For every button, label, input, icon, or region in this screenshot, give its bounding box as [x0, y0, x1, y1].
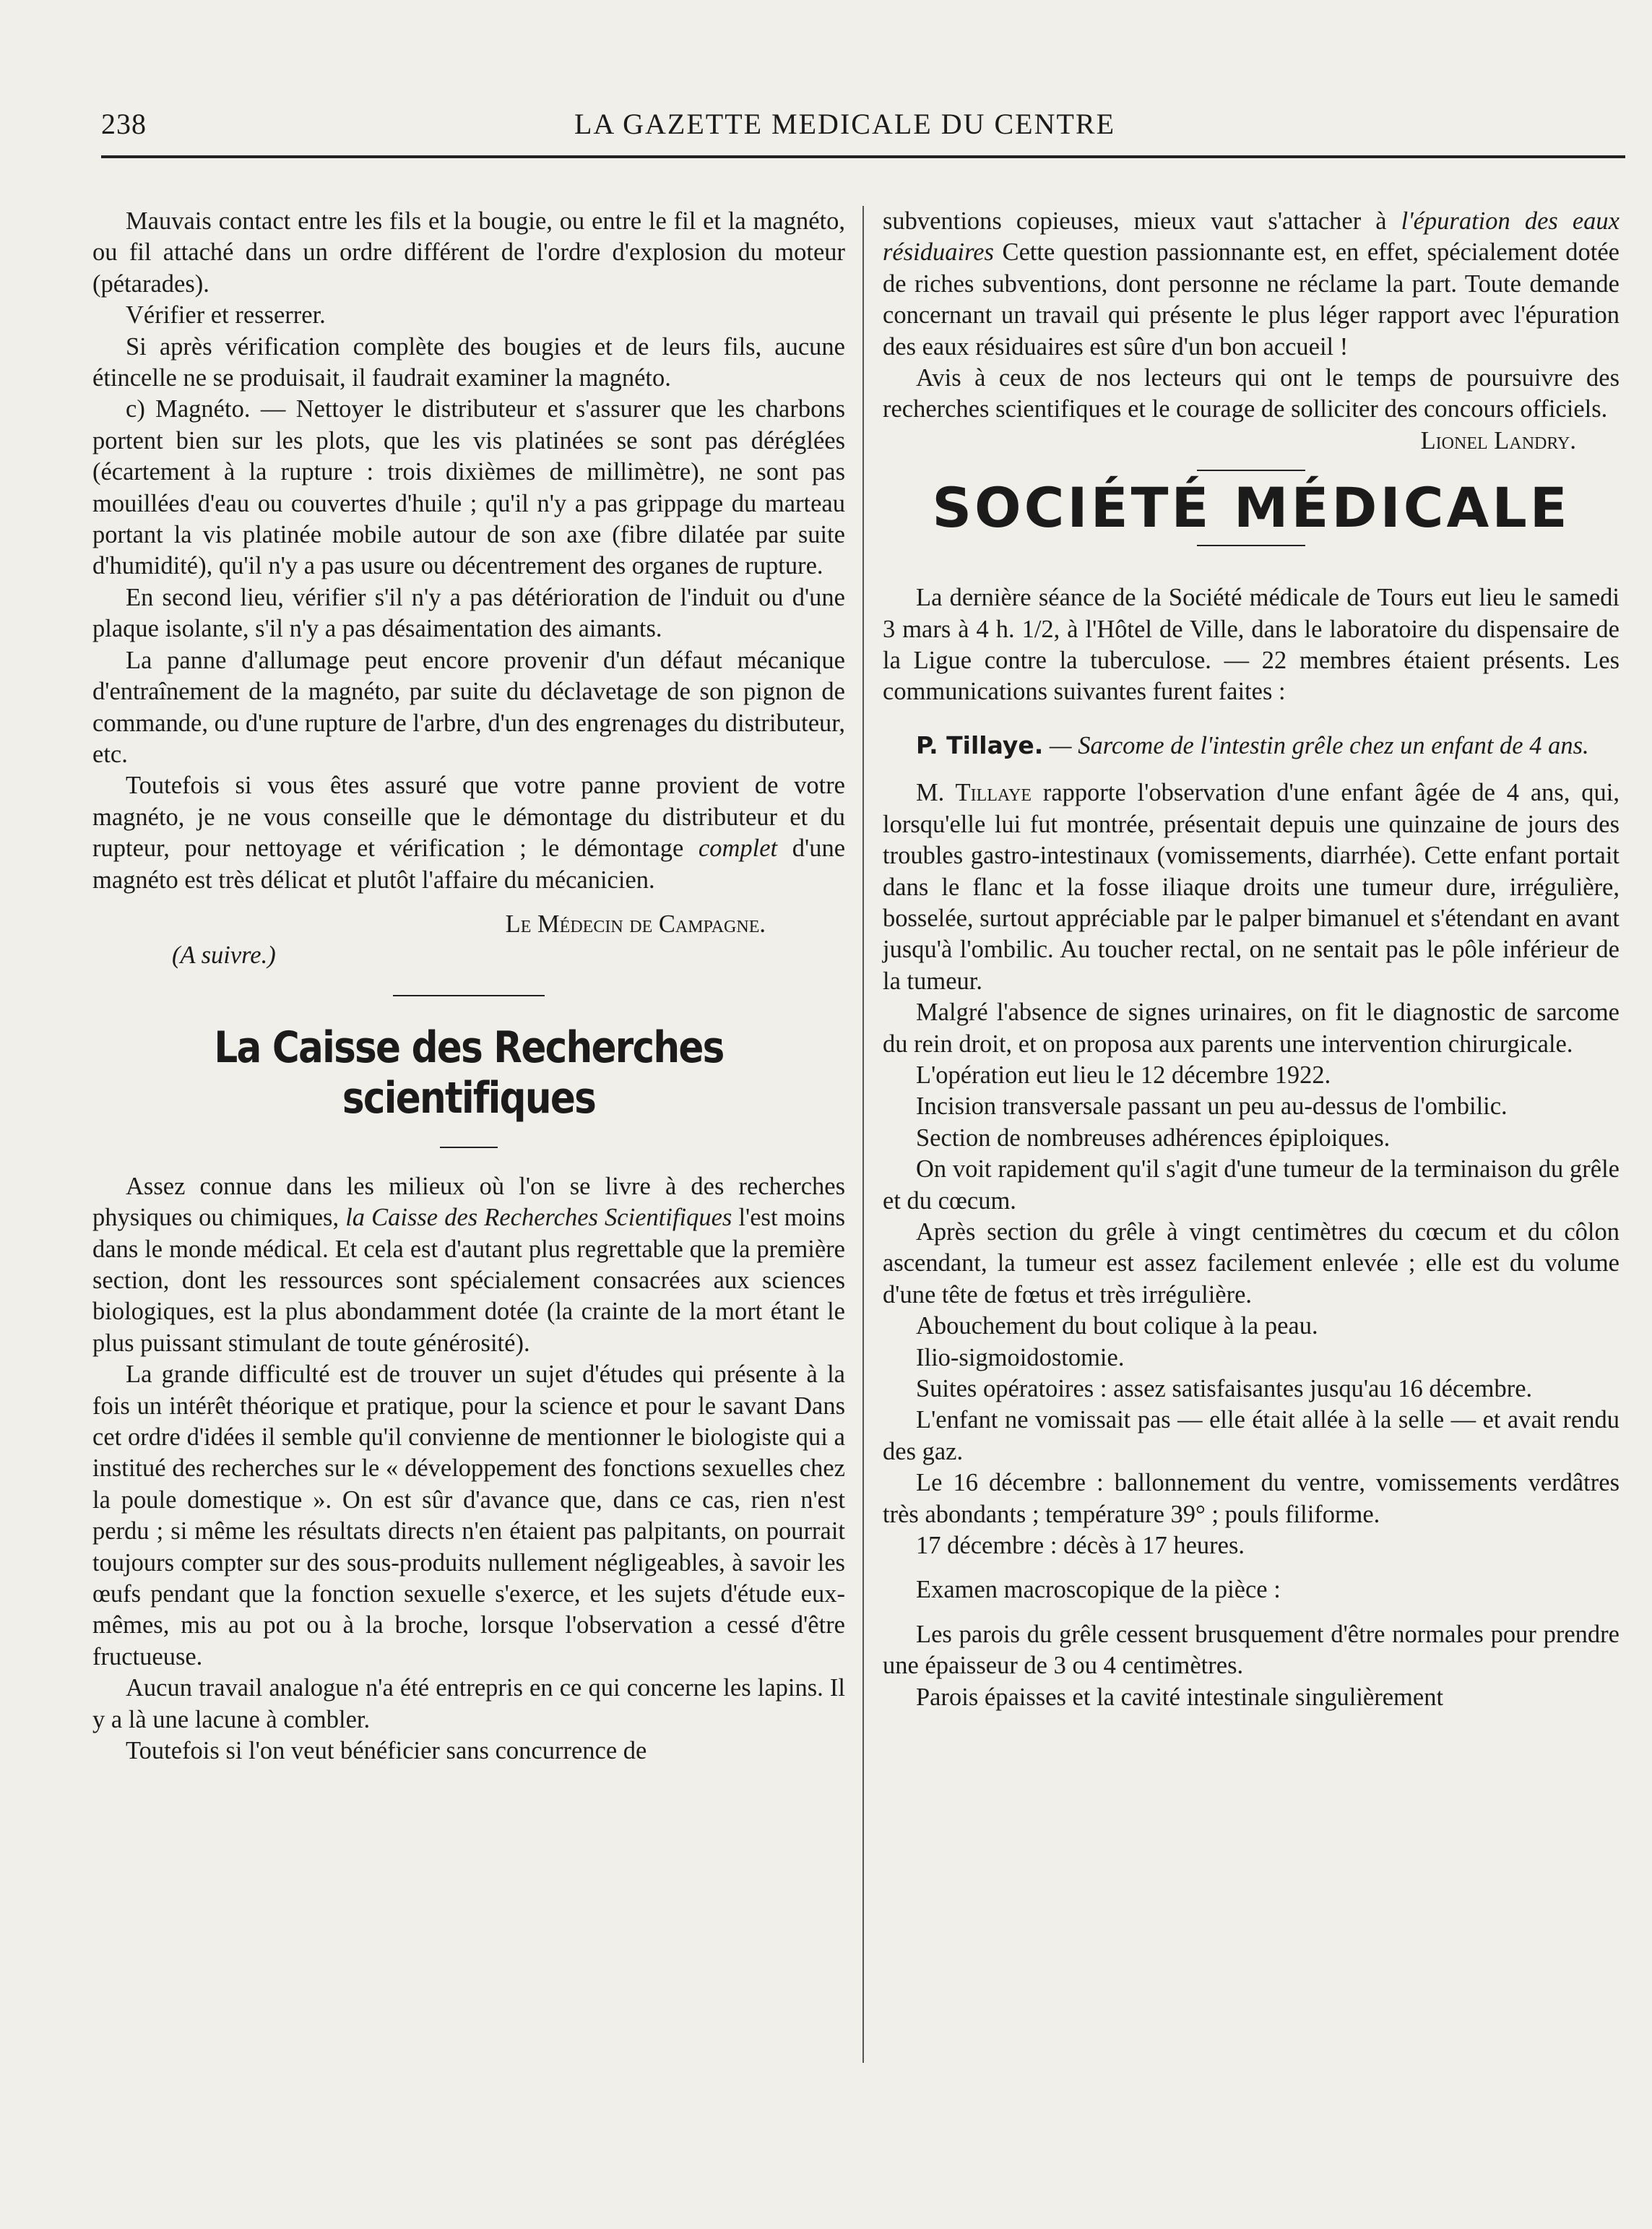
paragraph: Après section du grêle à vingt centimètres du cœcum et du côlon ascendant, la tumeur est assez facilement enlevée ; elle est du volume d'une tête de fœtus et très irrégulière.: [883, 1217, 1619, 1308]
paragraph: 17 décembre : décès à 17 heures.: [916, 1532, 1245, 1560]
paragraph: Le 16 décembre : ballonnement du ventre, vomissements verdâtres très abondants ; température 39° ; pouls filiforme.: [883, 1469, 1619, 1528]
paragraph: Aucun travail analogue n'a été entrepris en ce qui concerne les lapins. Il y a là une lacune à combler.: [92, 1674, 845, 1733]
paragraph: On voit rapidement qu'il s'agit d'une tumeur de la terminaison du grêle et du cœcum.: [883, 1155, 1619, 1215]
paragraph: [92, 770, 845, 896]
section-rule: [393, 995, 545, 996]
article-heading: La Caisse des Recherches scientifiques: [214, 1022, 724, 1124]
to-be-continued: (A suivre.): [172, 941, 276, 970]
communication-title: [883, 730, 1619, 762]
paragraph: Section de nombreuses adhérences épiploiques.: [916, 1124, 1391, 1152]
emphasis: l'épuration des eaux résiduaires: [883, 207, 1619, 267]
paragraph-text: Toutefois si vous êtes assuré que votre panne provient de votre magnéto, je ne vous conseille que le démontage du distributeur et du rupteur, pour nettoyage et vérification ; le démontage: [92, 772, 845, 863]
paragraph: Ilio-sigmoidostomie.: [916, 1343, 1125, 1371]
paragraph: Incision transversale passant un peu au-dessus de l'ombilic.: [916, 1092, 1508, 1121]
paragraph: [883, 777, 1619, 997]
author-name: M. Tillaye: [916, 779, 1032, 807]
paragraph: Malgré l'absence de signes urinaires, on fit le diagnostic de sarcome du rein droit, et on proposa aux parents une intervention chirurgicale.: [883, 999, 1619, 1058]
paragraph: Parois épaisses et la cavité intestinale singulièrement: [916, 1683, 1444, 1711]
paragraph: Avis à ceux de nos lecteurs qui ont le temps de poursuivre des recherches scientifiques et le courage de solliciter des concours officiels.: [883, 364, 1619, 423]
paragraph: En second lieu, vérifier s'il n'y a pas détérioration de l'induit ou d'une plaque isolante, s'il n'y a pas désaimentation des aimants.: [92, 583, 845, 643]
paragraph: Examen macroscopique de la pièce :: [916, 1576, 1281, 1604]
communication-subject: — Sarcome de l'intestin grêle chez un enfant de 4 ans.: [1043, 731, 1589, 759]
paragraph: La dernière séance de la Société médicale de Tours eut lieu le samedi 3 mars à 4 h. 1/2, à l'Hôtel de Ville, dans le laboratoire du dispensaire de la Ligue contre la tuberculose. — 22 membres étaient présents. Les communications suivantes furent faites :: [883, 584, 1619, 706]
paragraph: Les parois du grêle cessent brusquement d'être normales pour prendre une épaisseur de 3 ou 4 centimètres.: [883, 1620, 1619, 1680]
paragraph: [92, 1171, 845, 1359]
signature-text: Le Médecin de Campagne.: [505, 910, 766, 938]
paragraph-text: rapporte l'observation d'une enfant âgée de 4 ans, qui, lorsqu'elle lui fut montrée, présentait depuis une quinzaine de jours des troubles gastro-intestinaux (vomissements, diarrhée). Cette enfant portait dans le flanc et la fosse iliaque droits une tumeur dure, irrégulière, bosselée, surtout appréciable par le palper bimanuel et s'étendant en avant jusqu'à l'ombilic. Au toucher rectal, on ne sentait pas le pôle inférieur de la tumeur.: [883, 779, 1619, 995]
page-header: [101, 107, 1589, 150]
paragraph-text: Assez connue dans les milieux où l'on se livre à des recherches physiques ou chimiques,: [92, 1172, 845, 1232]
paragraph: Abouchement du bout colique à la peau.: [916, 1312, 1318, 1340]
communication-author: P. Tillaye.: [916, 730, 1044, 759]
left-column: [92, 206, 845, 1767]
emphasis: complet: [698, 835, 778, 863]
right-column: [883, 206, 1619, 1713]
running-title: LA GAZETTE MEDICALE DU CENTRE: [574, 108, 1116, 140]
column-divider: [862, 206, 864, 2063]
signature-text: Lionel Landry.: [1420, 426, 1576, 454]
paragraph-text: subventions copieuses, mieux vaut s'attacher à: [883, 207, 1401, 235]
section-label: c) Magnéto.: [126, 395, 251, 423]
paragraph: La grande difficulté est de trouver un sujet d'études qui présente à la fois un intérêt théorique et pratique, pour la science et pour le savant Dans cet ordre d'idées il semble qu'il convienne de mentionner le biologiste qui a institué des recherches sur le « développement des fonctions sexuelles chez la poule domestique ». On est sûr d'avance que, dans ce cas, rien n'est perdu ; si même les résultats directs n'en étaient pas palpitants, on pourrait toujours compter sur des sous-produits nullement négligeables, à savoir les œufs pendant que la fonction sexuelle s'exerce, et les sujets d'étude eux-mêmes, mis au pot ou à la broche, lorsque l'observation a cessé d'être fructueuse.: [92, 1361, 845, 1670]
paragraph: [92, 394, 845, 582]
paragraph: Toutefois si l'on veut bénéficier sans concurrence de: [126, 1737, 647, 1765]
paragraph: La panne d'allumage peut encore provenir d'un défaut mécanique d'entraînement de la magnéto, par suite du déclavetage de son pignon de commande, ou d'une rupture de l'arbre, d'un des engrenages du distributeur, etc.: [92, 646, 845, 768]
emphasis: la Caisse des Recherches Scientifiques: [345, 1204, 732, 1232]
page-number: 238: [101, 108, 147, 140]
paragraph: Suites opératoires : assez satisfaisantes jusqu'au 16 décembre.: [916, 1375, 1533, 1402]
paragraph-text: d'une magnéto est très délicat et plutôt l'affaire du mécanicien.: [92, 835, 846, 894]
paragraph: Vérifier et resserrer.: [126, 301, 326, 329]
section-heading: SOCIÉTÉ MÉDICALE: [932, 475, 1570, 540]
paragraph-text: — Nettoyer le distributeur et s'assurer que les charbons portent bien sur les plots, que les vis platinées se sont pas déréglées (écartement à la rupture : trois dixièmes de millimètre), ne sont pas mouillées d'eau ou couvertes d'huile ; qu'il n'y a pas grippage du marteau portant la vis platinée mobile autour de son axe (fibre dilatée par suite d'humidité), qu'il n'y a pas usure ou décentrement des organes de rupture.: [92, 395, 845, 580]
paragraph: [883, 206, 1619, 363]
paragraph: Mauvais contact entre les fils et la bougie, ou entre le fil et la magnéto, ou fil attaché dans un ordre différent de l'ordre d'explosion du moteur (pétarades).: [92, 207, 845, 298]
paragraph: L'enfant ne vomissait pas — elle était allée à la selle — et avait rendu des gaz.: [883, 1406, 1619, 1465]
section-rule: [1197, 470, 1305, 471]
header-rule: [101, 155, 1625, 158]
paragraph-text: Cette question passionnante est, en effet, spécialement dotée de riches subventions, dont personne ne réclame la part. Toute demande concernant un travail qui présente le plus léger rapport avec l'épuration des eaux résiduaires est sûre d'un bon accueil !: [883, 238, 1619, 361]
paragraph-text: l'est moins dans le monde médical. Et cela est d'autant plus regrettable que la première section, dont les ressources sont spécialement consacrées aux sciences biologiques, est la plus abondamment dotée (la crainte de la mort étant le plus puissant stimulant de toute générosité).: [92, 1204, 845, 1357]
article-signature: [883, 426, 1619, 457]
paragraph: L'opération eut lieu le 12 décembre 1922.: [916, 1061, 1331, 1089]
paragraph: Si après vérification complète des bougies et de leurs fils, aucune étincelle ne se produisait, il faudrait examiner la magnéto.: [92, 332, 845, 392]
article-signature: [92, 909, 845, 940]
